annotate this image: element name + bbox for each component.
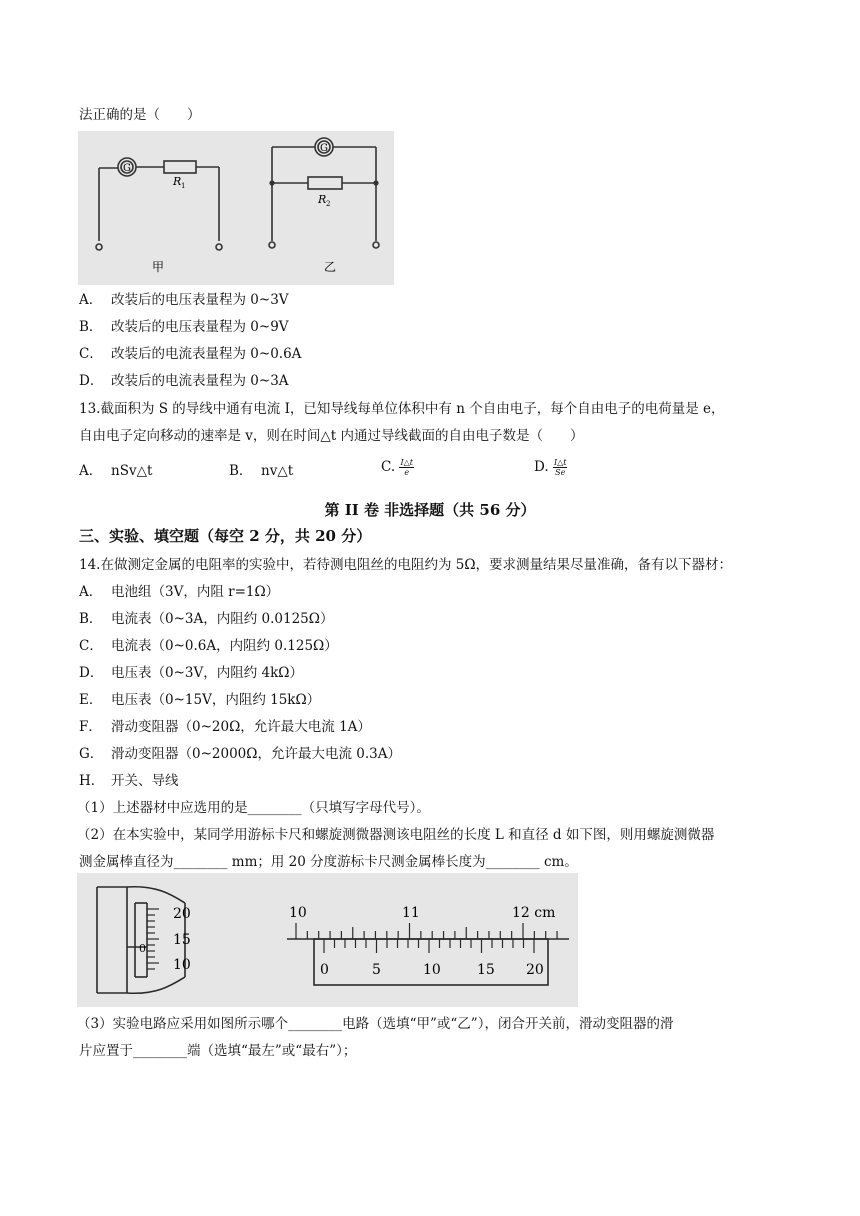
r1-label: R (173, 175, 182, 188)
micrometer-thimble-scale (147, 909, 159, 969)
q13-option-c: C. $\frac{I\triangle t}{e}$ (381, 458, 413, 477)
part2-title: 第 II 卷 非选择题（共 56 分） (324, 501, 536, 519)
circuit-figure (78, 131, 394, 285)
q14-item-d: D． 电压表（0~3V，内阻约 4kΩ） (79, 665, 303, 681)
q12-option-d: D． 改装后的电流表量程为 0~3A (79, 373, 289, 389)
micrometer-tick-20: 20 (173, 906, 191, 922)
q14-item-e: E． 电压表（0~15V，内阻约 15kΩ） (79, 692, 321, 708)
fraction-c: $\frac{I\triangle t}{e}$ (400, 458, 413, 477)
q12-option-b: B． 改装后的电压表量程为 0~9V (79, 319, 289, 335)
q13-option-b: B． nv△t (229, 463, 294, 479)
micrometer-tick-15: 15 (173, 932, 191, 948)
q12-option-c: C． 改装后的电流表量程为 0~0.6A (79, 346, 302, 362)
label-yi: 乙 (323, 260, 337, 274)
caliper-main-11: 11 (402, 905, 420, 921)
vernier-20: 20 (526, 962, 544, 978)
g-label-2: G (320, 143, 328, 154)
q14-sub3-line1: （3）实验电路应采用如图所示哪个________电路（选填“甲”或“乙”），闭合开关前，滑动变阻器的滑 (77, 1016, 674, 1032)
q13-option-d: D. $\frac{I\triangle t}{Se}$ (534, 458, 567, 477)
q14-intro: 14.在做测定金属的电阻率的实验中，若待测电阻丝的电阻约为 5Ω，要求测量结果尽量准确，备有以下器材： (79, 557, 733, 573)
q14-sub2-line2: 测金属棒直径为________ mm；用 20 分度游标卡尺测金属棒长度为________ cm。 (79, 854, 578, 870)
caliper-vernier-scale (324, 939, 534, 953)
q14-sub1: （1）上述器材中应选用的是________（只填写字母代号）。 (77, 800, 430, 816)
caliper-main-scale (296, 923, 557, 939)
measurement-figure (77, 873, 578, 1007)
q13-option-a: A． nSv△t (79, 463, 153, 479)
q12-option-a: A． 改装后的电压表量程为 0~3V (79, 292, 289, 308)
label-jia: 甲 (151, 260, 165, 274)
q14-item-f: F． 滑动变阻器（0~20Ω，允许最大电流 1A） (79, 719, 371, 735)
vernier-10: 10 (423, 962, 441, 978)
instrument-diagram (77, 873, 578, 1007)
caliper-main-10: 10 (289, 905, 307, 921)
micrometer-tick-10: 10 (173, 957, 191, 973)
r2-label: R (318, 193, 327, 206)
q14-item-b: B． 电流表（0~3A，内阻约 0.0125Ω） (79, 611, 334, 627)
q13-stem-line2: 自由电子定向移动的速率是 v，则在时间△t 内通过导线截面的自由电子数是（ ） (79, 428, 584, 444)
vernier-15: 15 (477, 962, 495, 978)
vernier-0: 0 (320, 962, 329, 978)
circuit-diagram (78, 131, 394, 285)
q14-item-c: C． 电流表（0~0.6A，内阻约 0.125Ω） (79, 638, 338, 654)
q14-item-a: A． 电池组（3V，内阻 r=1Ω） (79, 584, 280, 600)
q14-sub2-line1: （2）在本实验中，某同学用游标卡尺和螺旋测微器测该电阻丝的长度 L 和直径 d 如下图，则用螺旋测微器 (77, 827, 715, 843)
section3-title: 三、实验、填空题（每空 2 分，共 20 分） (79, 527, 372, 545)
vernier-5: 5 (372, 962, 381, 978)
micrometer-zero: 0 (139, 942, 146, 955)
r2-sub: 2 (326, 200, 331, 208)
caliper-main-12: 12 cm (512, 905, 556, 921)
fraction-d: $\frac{I\triangle t}{Se}$ (553, 458, 567, 477)
q13-stem-line1: 13.截面积为 S 的导线中通有电流 I，已知导线每单位体积中有 n 个自由电子，每个自由电子的电荷量是 e， (79, 401, 725, 417)
q14-item-h: H． 开关、导线 (79, 773, 179, 789)
g-label-1: G (123, 163, 131, 174)
q14-sub3-line2: 片应置于________端（选填“最左”或“最右”）； (79, 1043, 357, 1059)
q12-stem-tail: 法正确的是（ ） (79, 107, 201, 123)
q14-item-g: G． 滑动变阻器（0~2000Ω，允许最大电流 0.3A） (79, 746, 401, 762)
r1-sub: 1 (181, 182, 186, 190)
